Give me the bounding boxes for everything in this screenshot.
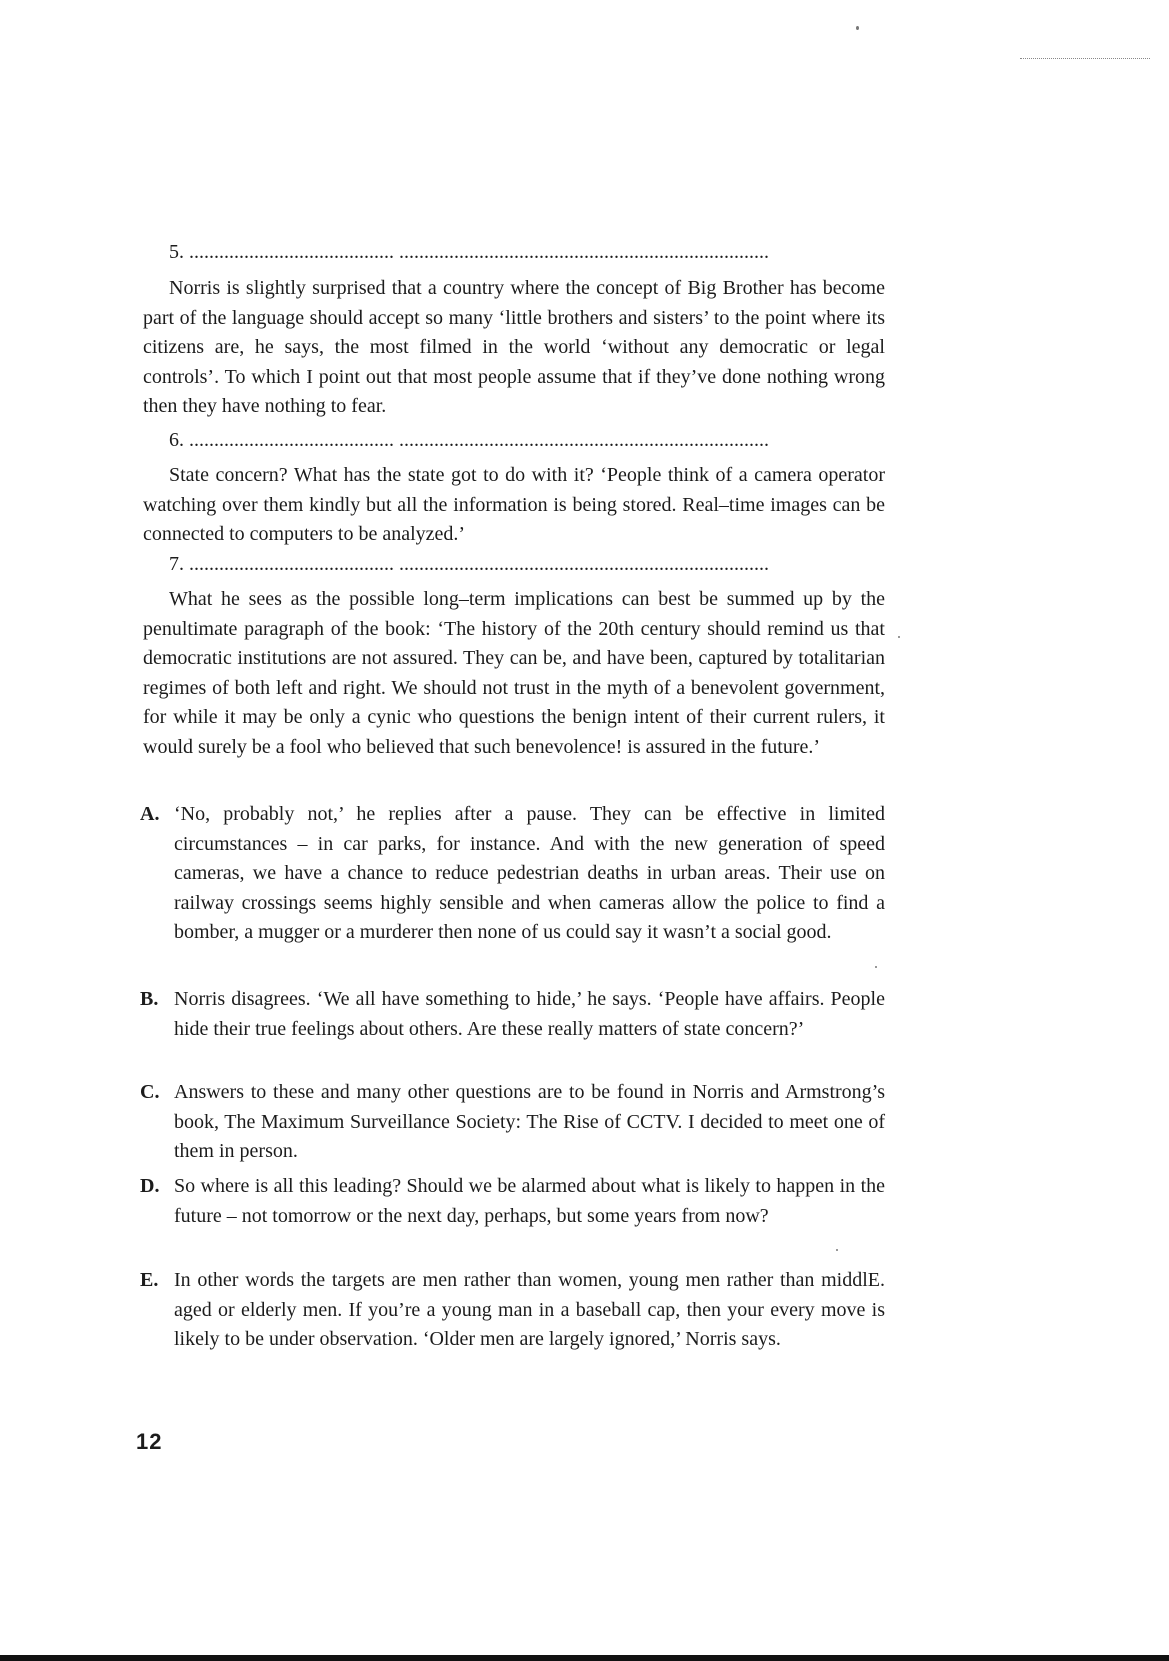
scan-edge	[0, 1655, 1169, 1661]
option-letter: B.	[140, 988, 159, 1010]
option-b	[140, 985, 885, 1044]
gap-dots: ......................................... ..........................................................................	[189, 241, 769, 263]
option-letter: D.	[140, 1175, 160, 1197]
scan-artifact	[1020, 58, 1150, 60]
option-text: So where is all this leading? Should we be alarmed about what is likely to happen in the future – not tomorrow or the next day, perhaps, but some years from now?	[174, 1175, 885, 1227]
option-d	[140, 1172, 885, 1231]
option-text: Norris disagrees. ‘We all have something to hide,’ he says. ‘People have affairs. People hide their true feelings about others. Are these really matters of state concern?’	[174, 988, 885, 1040]
option-letter: C.	[140, 1081, 160, 1103]
gap-number: 6.	[169, 429, 184, 451]
scan-artifact	[856, 26, 859, 30]
paragraph-1: Norris is slightly surprised that a country where the concept of Big Brother has become part of the language should accept so many ‘little brothers and sisters’ to the point where its citizens are, he says, the most filmed in the world ‘without any democratic or legal controls’. To which I point out that most people assume that if they’ve done nothing wrong then they have nothing to fear.	[143, 277, 885, 418]
scan-artifact	[875, 966, 877, 968]
option-text: In other words the targets are men rather than women, young men rather than middlE. aged or elderly men. If you’re a young man in a baseball cap, then your every move is likely to be under observation. ‘Older men are largely ignored,’ Norris says.	[174, 1269, 885, 1351]
option-text: ‘No, probably not,’ he replies after a pause. They can be effective in limited circumstances – in car parks, for instance. And with the new generation of speed cameras, we have a chance to reduce pedestrian deaths in urban areas. Their use on railway crossings seems highly sensible and when cameras allow the police to find a bomber, a mugger or a murderer then none of us could say it wasn’t a social good.	[174, 803, 885, 944]
option-e	[140, 1266, 885, 1355]
paragraph-2: State concern? What has the state got to do with it? ‘People think of a camera operator watching over them kindly but all the information is being stored. Real–time images can be connected to computers to be analyzed.’	[143, 464, 885, 546]
gap-line-5	[169, 240, 800, 264]
scan-artifact	[898, 636, 900, 638]
gap-number: 7.	[169, 553, 184, 575]
page-number: 12	[136, 1429, 163, 1454]
option-c	[140, 1078, 885, 1167]
option-a	[140, 800, 885, 948]
option-letter: E.	[140, 1269, 159, 1291]
gap-dots: ......................................... ..........................................................................	[189, 429, 769, 451]
option-text: Answers to these and many other questions are to be found in Norris and Armstrong’s book, The Maximum Surveillance Society: The Rise of CCTV. I decided to meet one of them in person.	[174, 1081, 885, 1163]
gap-line-7	[169, 552, 800, 576]
gap-number: 5.	[169, 241, 184, 263]
gap-line-6	[169, 428, 800, 452]
scan-artifact	[836, 1249, 838, 1251]
paragraph-3: What he sees as the possible long–term implications can best be summed up by the penultimate paragraph of the book: ‘The history of the 20th century should remind us that democratic institutions are not assured. They can be, and have been, captured by totalitarian regimes of both left and right. We should not trust in the myth of a benevolent government, for while it may be only a cynic who questions the benign intent of their current rulers, it would surely be a fool who believed that such benevolence! is assured in the future.’	[143, 588, 885, 758]
gap-dots: ......................................... ..........................................................................	[189, 553, 769, 575]
option-letter: A.	[140, 803, 160, 825]
